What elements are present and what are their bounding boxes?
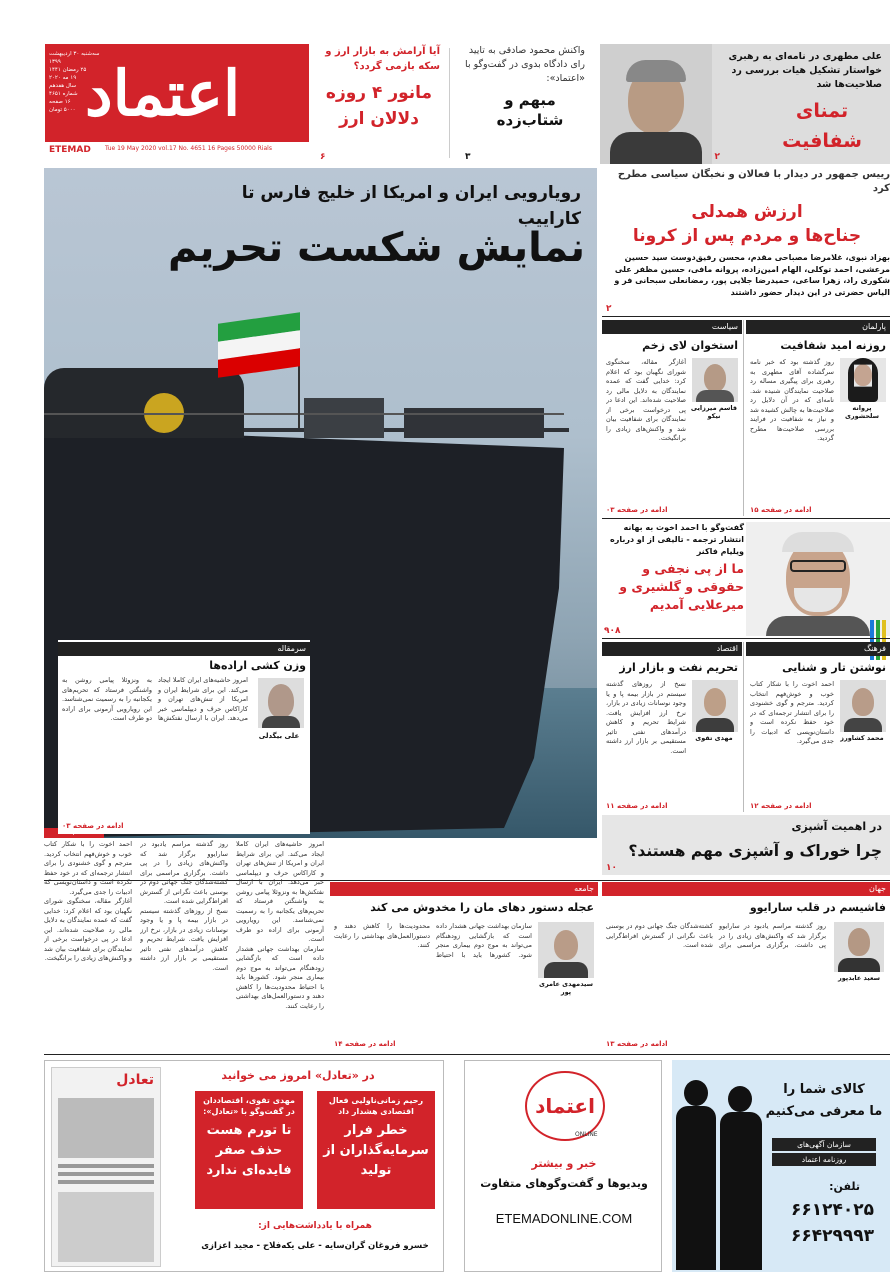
column-body: روز گذشته بود که خبر نامه سرگشاده آقای مطهری به رهبری برای پیگیری مساله رد صلاحیت نمایندگان شنیده شد. نامه‌ای که در آن دلایل رد صلاحیت‌ها به چالش کشیده شد و نیاز به شفافیت در فرایند بررسی صلاحیت‌ها مطرح گردید.: [750, 358, 834, 442]
tadol-title: در «تعادل» امروز می خوانید: [221, 1069, 375, 1082]
box-kicker: رحیم زمانی‌ناولیی فعال اقتصادی هشدار داد: [328, 1096, 424, 1116]
masthead: [45, 44, 309, 156]
tadol-footer-kicker: همراه با یادداشت‌هایی از:: [258, 1221, 372, 1231]
akhavat-photo: [746, 522, 890, 636]
iran-flag: [218, 312, 300, 378]
online-url[interactable]: ETEMADONLINE.COM: [495, 1211, 633, 1226]
page-number: ۱۰: [606, 863, 617, 873]
teaser-headline: مبهم و شتاب‌زده: [496, 91, 564, 129]
section-tag: جامعه: [330, 882, 598, 896]
tadol-mini-logo: تعادل: [116, 1072, 154, 1088]
online-line1: خبر و بیشتر: [531, 1157, 597, 1170]
column-headline: روزنه امید شفافیت: [780, 339, 886, 352]
author-photo: [840, 358, 886, 402]
lead-headline: نمایش شکست تحریم: [167, 225, 585, 271]
column-headline: استخوان لای زخم: [642, 339, 738, 352]
cooking-teaser[interactable]: [602, 815, 890, 875]
section-tag: اقتصاد: [602, 642, 742, 656]
section-tag: پارلمان: [746, 320, 890, 334]
silhouette-figures: [676, 1080, 766, 1270]
author-name: قاسم میرزایی نیکو: [690, 404, 738, 420]
interview-headline: ما از پی نجفی و حقوقی و گلشیری و میرعلایی آمدیم: [619, 561, 744, 612]
author-photo: [692, 680, 738, 732]
cooking-kicker: در اهمیت آشپزی: [791, 820, 882, 833]
author-photo: [258, 678, 304, 728]
tadol-mini-cover: [51, 1067, 161, 1267]
author-name: سعید عابدپور: [837, 974, 881, 982]
author-name: مهدی تقوی: [695, 734, 733, 742]
president-body: بهزاد نبوی، غلامرضا مصباحی مقدم، محسن رفیق‌دوست سید حسین مرعشی، احمد توکلی، الهام امین‌زاده، پروانه مافی، حسین مظفر علی شکوری راد، زهرا ساعی، حمیدرضا جلایی پور، رمضانعلی سبحانی فر و الیاس حضرتی در این دیدار حضور داشتند: [614, 253, 890, 297]
editorial-body: امروز حاشیه‌های ایران کاملا ایجاد می‌کند. این برای شرایط ایران و امریکا از تنش‌های تهران و کاراکاس حرف و دیپلماسی خبر می‌دهد. ایران با ارسال نفتکش‌ها به ونزوئلا پیامی روشن به واشنگتن فرستاد که تحریم‌های یکجانبه را به رسمیت نمی‌شناسد. این رویارویی آزمونی برای اراده دو طرف است.: [62, 676, 248, 722]
continued-link[interactable]: ادامه در صفحه ۰۳: [606, 506, 668, 514]
online-line2: ویدیوها و گفت‌وگوهای متفاوت: [480, 1177, 648, 1190]
president-kicker: رییس جمهور در دیدار با فعالان و نخبگان سیاسی مطرح کرد: [617, 169, 890, 194]
society-headline: عجله دستور دهای مان را مخدوش می کند: [370, 901, 594, 914]
author-name: پروانه سلحشوری: [844, 404, 880, 420]
teaser-kicker: علی مطهری در نامه‌ای به رهبری خواستار تشکیل هیات بررسی رد صلاحیت‌ها شد: [728, 51, 882, 90]
page-number: ۲: [714, 152, 720, 162]
interview-text[interactable]: [602, 522, 744, 636]
teaser-motahari[interactable]: [600, 44, 890, 164]
masthead-dateline: سه‌شنبه ۳۰ اردیبهشت ۱۳۹۹ ۲۵ رمضان ۱۴۴۱ ۱۹ مه ۲۰۲۰ سال هفدهم شماره ۴۶۵۱ ۱۶ صفحه ۵۰۰۰ تومان: [49, 51, 100, 113]
online-logo: اعتماد: [535, 1094, 595, 1118]
interview-kicker: گفت‌وگو با احمد اخوت به بهانه انتشار ترجمه - تالیفی از او درباره ویلیام فاکنر: [610, 523, 744, 556]
column-headline: تحریم نفت و بازار ارز: [619, 661, 738, 674]
president-story[interactable]: [604, 168, 890, 314]
masthead-logo: اعتماد: [85, 57, 241, 130]
tadol-box[interactable]: [44, 1060, 444, 1272]
world-headline: فاشیسم در قلب سارایوو: [749, 901, 886, 914]
teaser-sadeghi[interactable]: [455, 44, 585, 162]
teaser-kicker: واکنش محمود صادقی به تایید رای دادگاه بدوی در گفت‌وگو با «اعتماد»:: [465, 45, 585, 84]
society-story[interactable]: [330, 880, 598, 1052]
president-headline1: ارزش همدلی: [691, 202, 803, 222]
goods-line1: کالای شما را: [783, 1082, 865, 1097]
online-logo-sub: ONLINE: [575, 1131, 598, 1138]
col-economy[interactable]: [602, 642, 742, 812]
page-number: ۹۰۸: [604, 626, 621, 636]
section-tag: سرمقاله: [58, 642, 310, 656]
editorial-box[interactable]: [58, 640, 310, 834]
motahari-photo: [600, 44, 712, 164]
teaser-headline: تمنای شفافیت: [782, 100, 862, 152]
society-body: سازمان بهداشت جهانی هشدار داده است که بازگشایی زودهنگام می‌تواند به موج دوم بیماری منجر شود. کشورها باید با احتیاط محدودیت‌ها را کاهش دهند و دستورالعمل‌های بهداشتی را رعایت کنند.: [334, 922, 532, 959]
box-headline: خطر فرار سرمایه‌گذاران از تولید: [323, 1123, 429, 1178]
page-number: ۶: [320, 152, 326, 162]
author-photo: [840, 680, 886, 732]
page-number: ۳: [465, 152, 471, 162]
tadol-box2[interactable]: [317, 1091, 435, 1209]
continued-link[interactable]: ادامه در صفحه ۱۴: [334, 1040, 396, 1048]
cooking-headline: چرا خوراک و آشپزی مهم هستند؟: [628, 842, 882, 860]
teaser-currency[interactable]: [318, 44, 440, 162]
masthead-latin: ETEMAD: [49, 145, 91, 155]
continued-link[interactable]: ادامه در صفحه ۱۲: [750, 802, 812, 810]
section-tag: سیاست: [602, 320, 742, 334]
col-parliament[interactable]: [746, 320, 890, 516]
masthead-info-bar: Tue 19 May 2020 vol.17 No. 4651 16 Pages 50000 Rials: [45, 142, 309, 156]
author-name: علی بیگدلی: [258, 732, 300, 740]
teaser-headline: مانور ۴ روزه دلالان ارز: [325, 83, 433, 129]
world-body: روز گذشته مراسم یادبود در سارایوو برگزار شد که واکنش‌های زیادی را در پی داشت. برگزاری مراسمی برای کشته‌شدگان جنگ جهانی دوم در بوسنی باعث نگرانی از گسترش افراط‌گرایی شده است.: [606, 922, 826, 949]
lead-kicker: رویارویی ایران و امریکا از خلیج فارس تا کاراییب: [241, 183, 581, 229]
author-photo: [538, 922, 594, 978]
section-tag: جهان: [602, 882, 890, 896]
president-headline2: جناح‌ها و مردم پس از کرونا: [632, 226, 862, 246]
goods-line2: ما معرفی می‌کنیم: [765, 1104, 883, 1119]
author-photo: [834, 922, 884, 972]
col-politics[interactable]: [602, 320, 742, 516]
page-number: ۲: [606, 304, 612, 314]
author-name: محمد کشاورز: [840, 734, 884, 742]
goods-phone2: ۶۶۴۲۹۹۹۳: [790, 1226, 874, 1246]
goods-phone1: ۶۶۱۲۴۰۲۵: [790, 1200, 874, 1220]
teaser-kicker: آیا آرامش به بازار ارز و سکه بازمی گردد؟: [325, 46, 440, 72]
goods-phone-label: تلفن:: [829, 1180, 860, 1193]
tadol-box1[interactable]: [195, 1091, 303, 1209]
lead-continuation-text: امروز حاشیه‌های ایران کاملا ایجاد می‌کند. این برای شرایط ایران و امریکا از تنش‌های تهران و کاراکاس حرف و دیپلماسی خبر می‌دهد. ایران با ارسال نفتکش‌ها به ونزوئلا پیامی روشن به واشنگتن فرستاد که تحریم‌های یکجانبه را به رسمیت نمی‌شناسد. این رویارویی آزمونی برای اراده دو طرف است. سازمان بهداشت جهانی هشدار داده است که بازگشایی زودهنگام می‌تواند به موج دوم بیماری منجر شود. کشورها باید با احتیاط محدودیت‌ها را کاهش دهند و دستورالعمل‌های بهداشتی را رعایت کنند. روز گذشته مراسم یادبود در سارایوو برگزار شد که واکنش‌های زیادی را در پی داشت. برگزاری مراسمی برای کشته‌شدگان جنگ جهانی دوم در بوسنی باعث نگرانی از گسترش افراط‌گرایی شده است. نسخ از روزهای گذشته سیستم در بازار بیمه پا و یا وجود نوسانات زیادی در بازار، نرخ ارز افزایش یافت. شرایط تحریم و کاهش درآمدهای نفتی تاثیر مستقیمی بر بازار ارز داشته است. احمد اخوت را با شکار کتاب خوب و خوش‌فهم انتخاب کردید. مترجم و گوی خشنودی را برای انتشار ترجمه‌ای که در خود حفظ نکرده است و داستان‌نویسی که ادبیات را جدی می‌گیرد. آغازگر مقاله، سخنگوی شورای نگهبان بود که اعلام کرد: خدایی گفت که عمده نمایندگان به دلایل مالی رد صلاحیت شده‌اند. این ادعا در پی درخواست برخی از نمایندگان برای شفافیت بیان شد و واکنش‌های زیادی را برانگیخت.: [44, 840, 324, 1010]
author-photo: [692, 358, 738, 402]
column-body: آغازگر مقاله، سخنگوی شورای نگهبان بود که اعلام کرد: خدایی گفت که عمده نمایندگان به دلایل مالی رد صلاحیت شده‌اند. این ادعا در پی درخواست برخی از نمایندگان برای شفافیت بیان شد و واکنش‌های زیادی را برانگیخت.: [606, 358, 686, 442]
world-story[interactable]: [602, 880, 890, 1052]
tadol-footer-names: خسرو فروغان گران‌سایه - علی یکه‌فلاح - مجید اعزازی: [201, 1241, 429, 1251]
column-body: احمد اخوت را با شکار کتاب خوب و خوش‌فهم انتخاب کردید. مترجم و گوی خشنودی را برای انتشار ترجمه‌ای که در خود حفظ نکرده است و داستان‌نویسی که ادبیات را جدی می‌گیرد.: [750, 680, 834, 745]
col-culture[interactable]: [746, 642, 890, 812]
goods-badge: سازمان آگهی‌های روزنامه اعتماد: [772, 1138, 876, 1168]
column-body: نسخ از روزهای گذشته سیستم در بازار بیمه پا و یا وجود نوسانات زیادی در بازار، نرخ ارز افزایش یافت. شرایط تحریم و کاهش درآمدهای نفتی تاثیر مستقیمی بر بازار ارز داشته است.: [606, 680, 686, 755]
continued-link[interactable]: ادامه در صفحه ۰۳: [62, 822, 124, 830]
box-kicker: مهدی تقوی، اقتصاددان در گفت‌وگو با «تعادل»:: [203, 1096, 295, 1116]
etemad-online-ad[interactable]: [464, 1060, 662, 1272]
continued-link[interactable]: ادامه در صفحه ۱۱: [606, 802, 668, 810]
box-headline: تا تورم هست حذف صفر فایده‌ای ندارد: [206, 1123, 292, 1178]
author-name: سیدمهدی عامری پور: [539, 980, 593, 996]
section-tag: فرهنگ: [746, 642, 890, 656]
column-headline: نوشتن تار و شنایی: [782, 661, 886, 674]
goods-ad[interactable]: [672, 1060, 890, 1272]
continued-link[interactable]: ادامه در صفحه ۱۵: [750, 506, 812, 514]
editorial-headline: وزن کشی اراده‌ها: [209, 659, 306, 672]
continued-link[interactable]: ادامه در صفحه ۱۳: [606, 1040, 668, 1048]
